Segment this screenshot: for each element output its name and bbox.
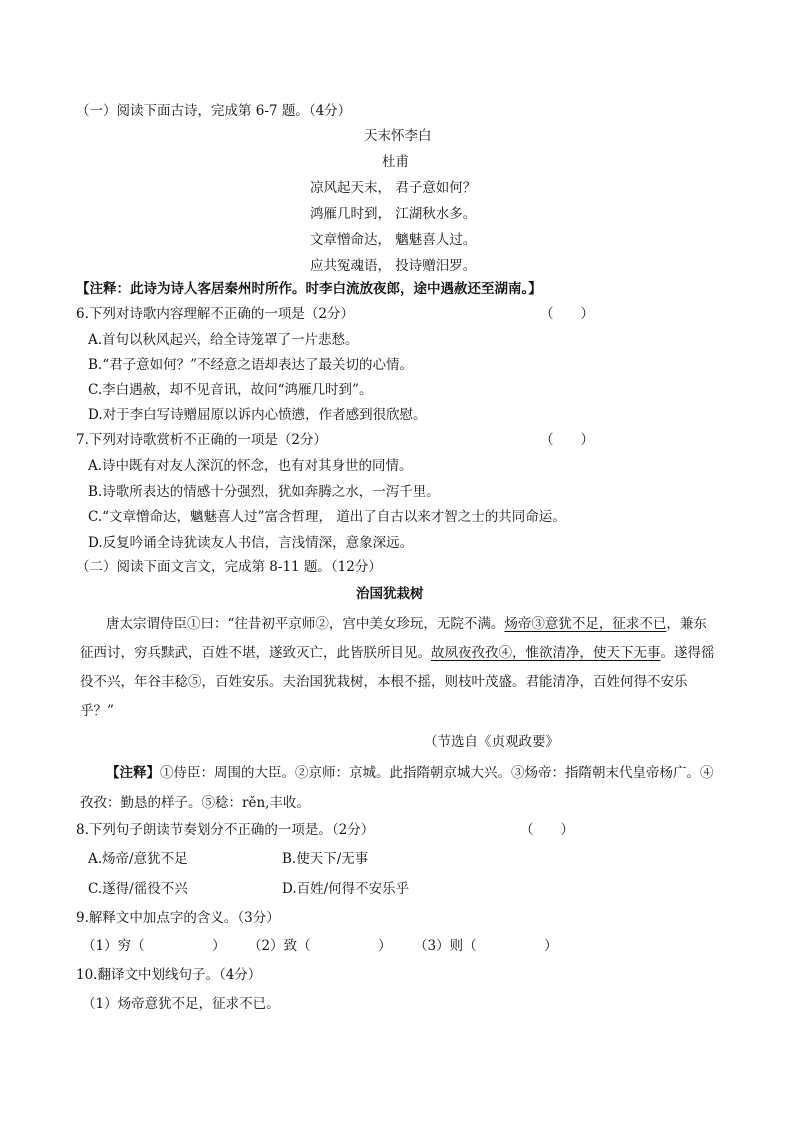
option: B.诗歌所表达的情感十分强烈，犹如奔腾之水，一泻千里。 [88,484,440,500]
passage-source: （节选自《贞观政要》 [424,734,559,750]
poem-title: 天末怀李白 [364,128,432,144]
passage-text: ，兼东征西讨，穷兵黩武，百姓不堪，遂致灭亡，此皆朕所目见。 [80,616,707,661]
section-heading-2: （二）阅读下面文言文，完成第 8-11 题。（12分） [76,559,382,575]
poem-line: 应共冤魂语， 投诗赠汨罗。 [310,258,477,274]
option: A.炀帝/意犹不足 [88,851,188,867]
option: A.首句以秋风起兴，给全诗笼罩了一片悲愁。 [88,332,359,348]
poem-line: 鸿雁几时到， 江湖秋水多。 [310,206,477,222]
note-text: ①侍臣：周围的大臣。②京师：京城。此指隋朝京城大兴。③炀帝：指隋朝末代皇帝杨广。④孜孜：勤恳的样子。⑤稔：rěn,丰收。 [80,765,714,811]
poem-line: 文章憎命达， 魑魅喜人过。 [310,232,477,248]
question-7-stem: 7.下列对诗歌赏析不正确的一项是（2分） [76,432,327,448]
option: D.百姓/何得不安乐乎 [282,881,410,897]
blank-item[interactable]: （2）致（ ） [248,938,392,954]
option: B.使天下/无事 [282,851,369,867]
question-9-stem: 9.解释文中加点字的含义。（3分） [76,910,280,926]
option: A.诗中既有对友人深沉的怀念，也有对其身世的同情。 [88,458,413,474]
blank-item[interactable]: （3）则（ ） [414,938,558,954]
blank-item[interactable]: （1）穷（ ） [82,938,226,954]
option: C.李白遇赦，却不见音讯，故问“鸿雁几时到”。 [88,382,373,398]
answer-blank[interactable]: （ ） [520,822,574,838]
note-label: 【注释】 [106,765,160,781]
answer-blank[interactable]: （ ） [540,306,594,322]
answer-blank[interactable]: （ ） [540,432,594,448]
translation-item: （1）炀帝意犹不足，征求不已。 [82,996,280,1012]
passage-body [80,610,720,726]
passage-text: 。遂得徭役不兴，年谷丰稔⑤，百姓安乐。夫治国犹栽树，本根不摇，则枝叶茂盛。君能清净，百姓何得不安乐乎？” [80,645,715,719]
passage-title: 治国犹栽树 [356,586,424,602]
poem-line: 凉风起天末， 君子意如何？ [310,180,477,196]
passage-note [80,758,720,818]
underlined-sentence: 炀帝③意犹不足，征求不已 [504,616,667,632]
poem-author: 杜甫 [382,154,409,170]
question-8-stem: 8.下列句子朗读节奏划分不正确的一项是。（2分） [76,822,375,838]
option: D.对于李白写诗赠屈原以诉内心愤懑，作者感到很欣慰。 [88,407,427,423]
option: C.遂得/徭役不兴 [88,881,188,897]
option: C.“文章憎命达，魑魅喜人过”富含哲理， 道出了自古以来才智之士的共同命运。 [88,509,566,525]
passage-text: 唐太宗谓侍臣①曰：“往昔初平京师②，宫中美女珍玩，无院不满。 [106,616,505,632]
question-10-stem: 10.翻译文中划线句子。（4分） [76,967,262,983]
poem-note: 【注释：此诗为诗人客居秦州时所作。时李白流放夜郎，途中遇赦还至湖南。】 [76,281,542,297]
section-heading-1: （一）阅读下面古诗，完成第 6-7 题。（4分） [76,103,352,119]
question-6-stem: 6.下列对诗歌内容理解不正确的一项是（2分） [76,306,354,322]
underlined-sentence: 故夙夜孜孜④，惟欲清净，使天下无事 [431,645,661,661]
option: D.反复吟诵全诗犹读友人书信，言浅情深，意象深远。 [88,535,414,551]
option: B.“君子意如何？”不经意之语却表达了最关切的心情。 [88,357,414,373]
